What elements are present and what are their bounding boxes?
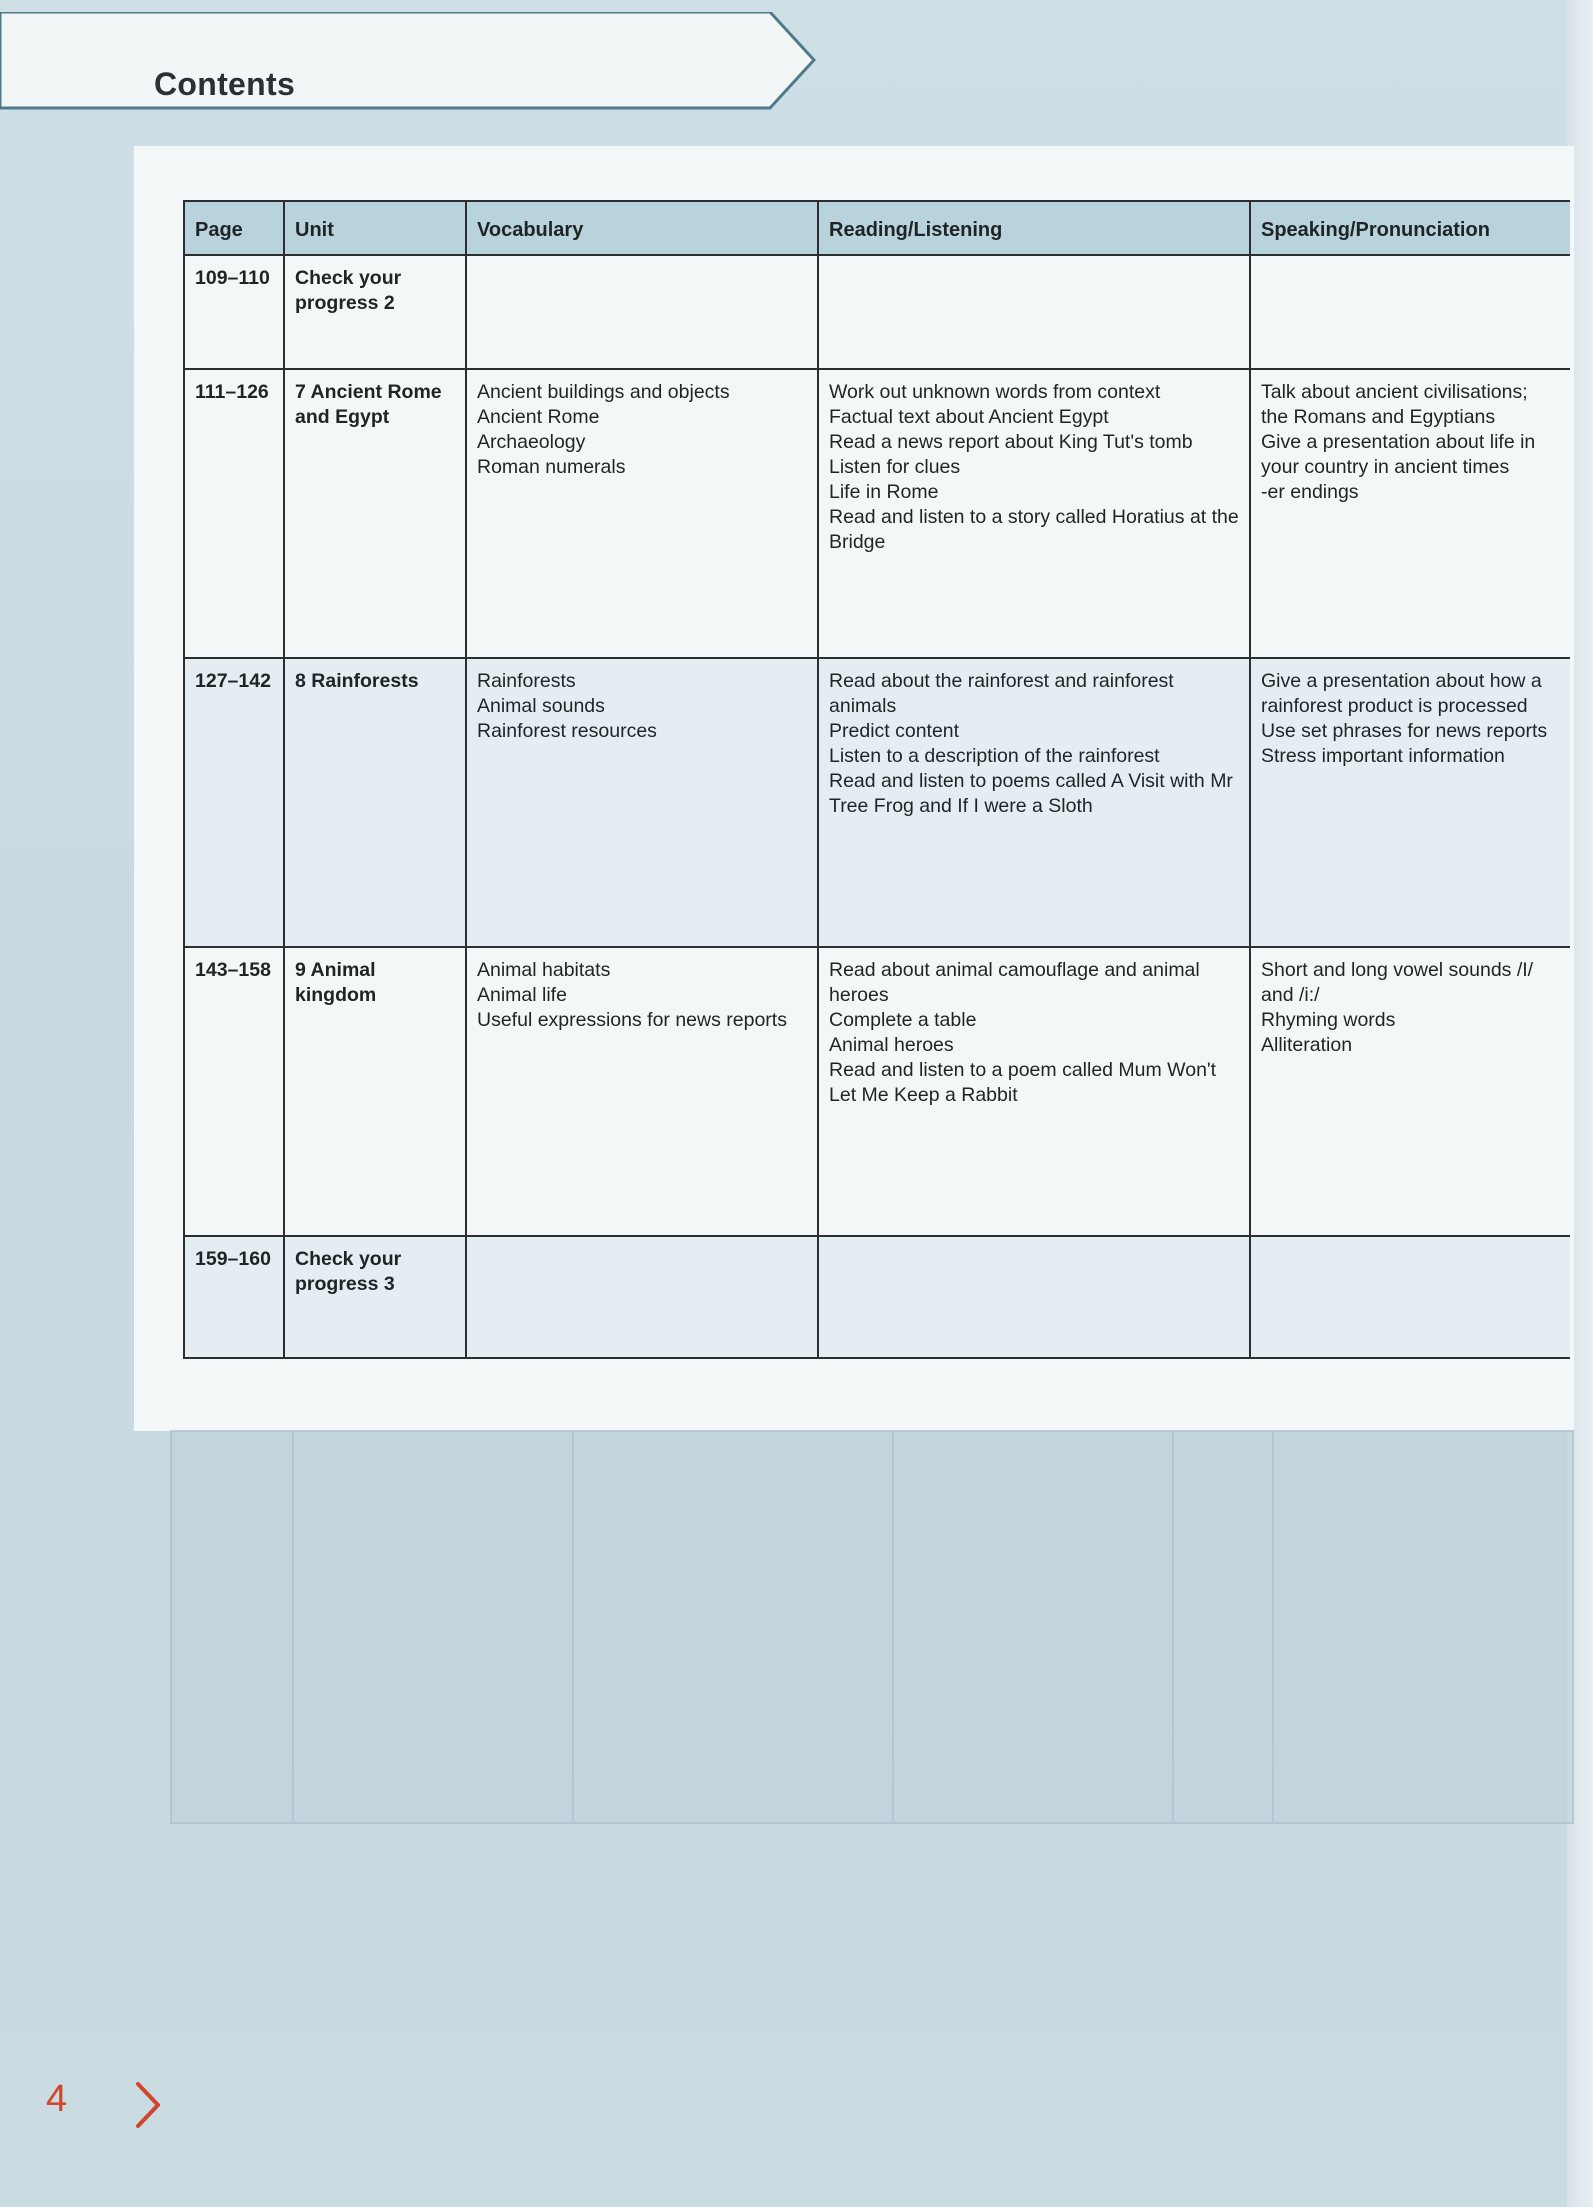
reading-item: Work out unknown words from context — [829, 381, 1161, 403]
unit-line: kingdom — [295, 984, 377, 1006]
page-range: 143–158 — [184, 947, 284, 1236]
unit-line: 7 Ancient Rome — [295, 381, 442, 403]
chevron-right-icon — [132, 2080, 162, 2130]
reading-cell — [818, 369, 1250, 658]
table-row — [184, 255, 1570, 369]
column-header-reading-listening: Reading/Listening — [818, 201, 1250, 255]
speaking-cell — [1250, 255, 1570, 369]
page-range: 111–126 — [184, 369, 284, 658]
reading-item: Complete a table — [829, 1009, 977, 1031]
reading-item: Factual text about Ancient Egypt — [829, 406, 1109, 428]
unit-cell — [284, 947, 466, 1236]
unit-line: and Egypt — [295, 406, 390, 428]
reading-item: Life in Rome — [829, 481, 939, 503]
page-range: 159–160 — [184, 1236, 284, 1358]
vocabulary-item: Rainforest resources — [477, 720, 657, 742]
unit-line: Check your — [295, 1248, 402, 1270]
reading-item: Listen to a description of the rainforest — [829, 745, 1160, 767]
reading-item: Read and listen to a story called Horatius at the Bridge — [829, 506, 1239, 553]
vocabulary-item: Roman numerals — [477, 456, 626, 478]
speaking-cell — [1250, 658, 1570, 947]
vocabulary-cell — [466, 658, 818, 947]
speaking-cell — [1250, 1236, 1570, 1358]
table-header-row — [184, 201, 1570, 255]
table-row — [184, 1236, 1570, 1358]
column-header-page: Page — [184, 201, 284, 255]
reading-item: Animal heroes — [829, 1034, 954, 1056]
unit-line: 8 Rainforests — [295, 670, 419, 692]
vocabulary-item: Animal life — [477, 984, 567, 1006]
vocabulary-cell — [466, 947, 818, 1236]
page-number: 4 — [46, 2078, 68, 2120]
vocabulary-item: Ancient Rome — [477, 406, 600, 428]
vocabulary-item: Animal habitats — [477, 959, 611, 981]
speaking-item: Use set phrases for news reports — [1261, 720, 1548, 742]
speaking-item: Rhyming words — [1261, 1009, 1396, 1031]
vocabulary-cell — [466, 1236, 818, 1358]
vocabulary-item: Archaeology — [477, 431, 586, 453]
speaking-item: Talk about ancient civilisations; the Romans and Egyptians — [1261, 381, 1528, 428]
speaking-cell — [1250, 947, 1570, 1236]
speaking-cell — [1250, 369, 1570, 658]
speaking-item: -er endings — [1261, 481, 1359, 503]
speaking-item: Give a presentation about life in your country in ancient times — [1261, 431, 1536, 478]
speaking-item: Give a presentation about how a rainforest product is processed — [1261, 670, 1542, 717]
unit-cell — [284, 369, 466, 658]
banner-shape-icon — [0, 12, 816, 122]
reading-item: Listen for clues — [829, 456, 961, 478]
unit-line: progress 3 — [295, 1273, 395, 1295]
unit-cell — [284, 1236, 466, 1358]
vocabulary-cell — [466, 255, 818, 369]
reading-item: Read and listen to a poem called Mum Won't Let Me Keep a Rabbit — [829, 1059, 1217, 1106]
unit-line: Check your — [295, 267, 402, 289]
reading-item: Read a news report about King Tut's tomb — [829, 431, 1193, 453]
reading-item: Predict content — [829, 720, 960, 742]
reading-cell — [818, 947, 1250, 1236]
vocabulary-item: Ancient buildings and objects — [477, 381, 730, 403]
vocabulary-item: Animal sounds — [477, 695, 605, 717]
vocabulary-cell — [466, 369, 818, 658]
column-header-speaking-pronunciation: Speaking/Pronunciation — [1250, 201, 1570, 255]
vocabulary-item: Useful expressions for news reports — [477, 1009, 787, 1031]
reading-cell — [818, 1236, 1250, 1358]
header-banner — [0, 12, 816, 122]
reading-item: Read about the rainforest and rainforest animals — [829, 670, 1174, 717]
unit-line: 9 Animal — [295, 959, 376, 981]
reading-cell — [818, 255, 1250, 369]
table-row — [184, 658, 1570, 947]
reading-item: Read and listen to poems called A Visit with Mr Tree Frog and If I were a Sloth — [829, 770, 1233, 817]
speaking-item: Stress important information — [1261, 745, 1505, 767]
table-row — [184, 947, 1570, 1236]
vocabulary-item: Rainforests — [477, 670, 576, 692]
show-through-sheet — [170, 1430, 1574, 1824]
column-header-unit: Unit — [284, 201, 466, 255]
unit-line: progress 2 — [295, 292, 395, 314]
page-range: 109–110 — [184, 255, 284, 369]
reading-item: Read about animal camouflage and animal heroes — [829, 959, 1200, 1006]
unit-cell — [284, 255, 466, 369]
page-range: 127–142 — [184, 658, 284, 947]
speaking-item: Short and long vowel sounds /I/ and /i:/ — [1261, 959, 1534, 1006]
page-title: Contents — [154, 66, 296, 102]
column-header-vocabulary: Vocabulary — [466, 201, 818, 255]
unit-cell — [284, 658, 466, 947]
table-row — [184, 369, 1570, 658]
contents-table — [183, 200, 1570, 1359]
reading-cell — [818, 658, 1250, 947]
speaking-item: Alliteration — [1261, 1034, 1353, 1056]
